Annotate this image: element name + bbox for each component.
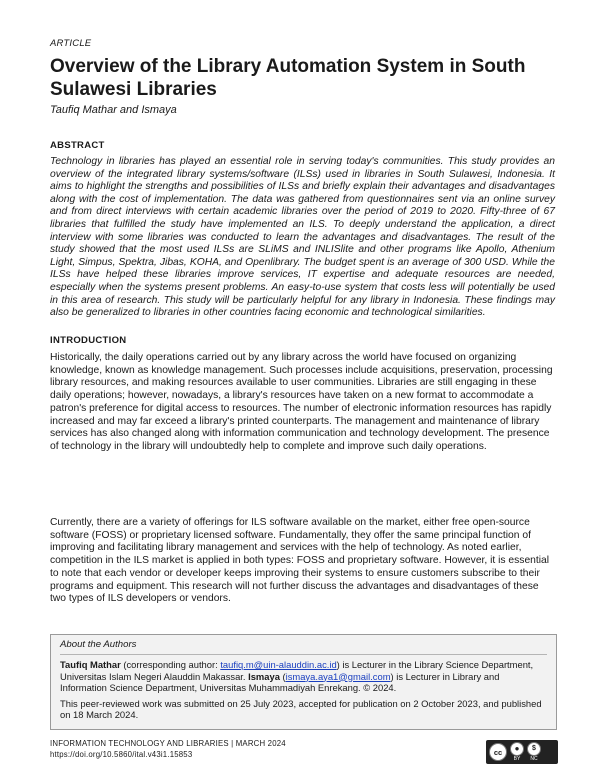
author1-pre: (corresponding author:	[120, 659, 221, 670]
introduction-heading: INTRODUCTION	[50, 335, 127, 346]
introduction-paragraph-2: Currently, there are a variety of offerings for ILS software available on the market, either free open-source software (FOSS) or proprietary licensed software. Fundamentally, they offer the same principal function of improving and facilitating library management and services with the help of technology. As noted earlier, competition in the ILS market is applied in both types: FOSS and proprietary software. However, it is essential to note that each vendor or developer keeps improving their systems to ensure customers subscribe to their programs and equipment. This research will not further discuss the advantages and disadvantages of these two types of ILS developers or vendors.	[50, 517, 550, 605]
by-block	[510, 742, 524, 762]
abstract-text: Technology in libraries has played an essential role in serving today's communities. This study provides an overview of the integrated library systems/software (ILSs) used in libraries in South Sulawesi, Indonesia. It aims to highlight the strengths and possibilities of ILSs and briefly explain their advantages and disadvantages along with the cost of implementation. The data was gathered from questionnaires sent via an online survey and from direct interviews with certain academic libraries over the period of 2019 to 2020. Fifty-three of 67 libraries that fulfilled the study have implemented an ILS. To deeply understand the application, a direct interview with some libraries was conducted to learn the advantages and disadvantages. The result of the study showed that the most used ILSs are SLiMS and INLISlite and other programs like Apollo, Athenium Light, Simpus, Spektra, Jibas, KOHA, and Openlibrary. The budget spent is an average of 300 USD. While the ILSs have helped these libraries improve services, IT expertise and adequate resources are needed, especially when the systems present problems. An easy-to-use system that costs less will potentially be used in this area of research. This study will be particularly helpful for any library in Indonesia. These findings may also be generalized to libraries in other countries facing economic and technological similarities.	[50, 156, 555, 319]
author2-pre: (	[279, 670, 286, 682]
doi-link[interactable]: https://doi.org/10.5860/ital.v43i1.15853	[50, 750, 193, 759]
nc-block	[527, 742, 541, 762]
author1-name: Taufiq Mathar	[60, 659, 121, 670]
author2-name: Ismaya	[248, 670, 280, 682]
cc-icon: cc	[489, 743, 507, 761]
nc-label: NC	[530, 756, 538, 762]
author2-email-link[interactable]: ismaya.aya1@gmail.com	[285, 670, 391, 682]
introduction-paragraph-1: Historically, the daily operations carried out by any library across the world have focused on organizing knowledge, known as knowledge management. Such processes include acquisitions, preservation, processing library resources, and making resources available to user communities. Libraries are still engaging in these daily operations; however, nowadays, a library's resources have taken on a new format to accommodate a patron's preference for digital access to resources. The number of electronic information resources has rapidly increased and may far exceed a library's printed counterparts. The management and maintenance of library services has also changed along with information communication and technology development. The presence of technology in the library will undoubtedly help to complete and improve such daily operations.	[50, 352, 553, 452]
author1-email-link[interactable]: taufiq.m@uin-alauddin.ac.id	[220, 659, 337, 670]
journal-line: INFORMATION TECHNOLOGY AND LIBRARIES | MARCH 2024	[50, 739, 286, 748]
by-label: BY	[513, 756, 521, 762]
article-title: Overview of the Library Automation System in South Sulawesi Libraries	[50, 56, 526, 100]
author2-post: ) is Lecturer in Library and Information Science Department, Universitas Muhammadiyah Enrekang. © 2024.	[60, 670, 500, 694]
no-dollar-icon: $	[527, 742, 541, 756]
about-authors-title: About the Authors	[60, 639, 547, 655]
about-authors-box	[50, 634, 557, 730]
cc-license-badge[interactable]	[486, 740, 558, 764]
author1-post: ) is Lecturer in the Library Science Department, Universitas Islam Negeri Alauddin Makassar.	[60, 659, 534, 682]
page-footer	[50, 738, 286, 760]
review-dates: This peer-reviewed work was submitted on 25 July 2023, accepted for publication on 2 October 2023, and published on 18 March 2024.	[60, 697, 542, 721]
article-kicker: ARTICLE	[50, 38, 92, 49]
abstract-heading: ABSTRACT	[50, 140, 105, 151]
author-bios	[60, 659, 547, 694]
article-authors: Taufiq Mathar and Ismaya	[50, 104, 177, 116]
person-icon: ●	[510, 742, 524, 756]
